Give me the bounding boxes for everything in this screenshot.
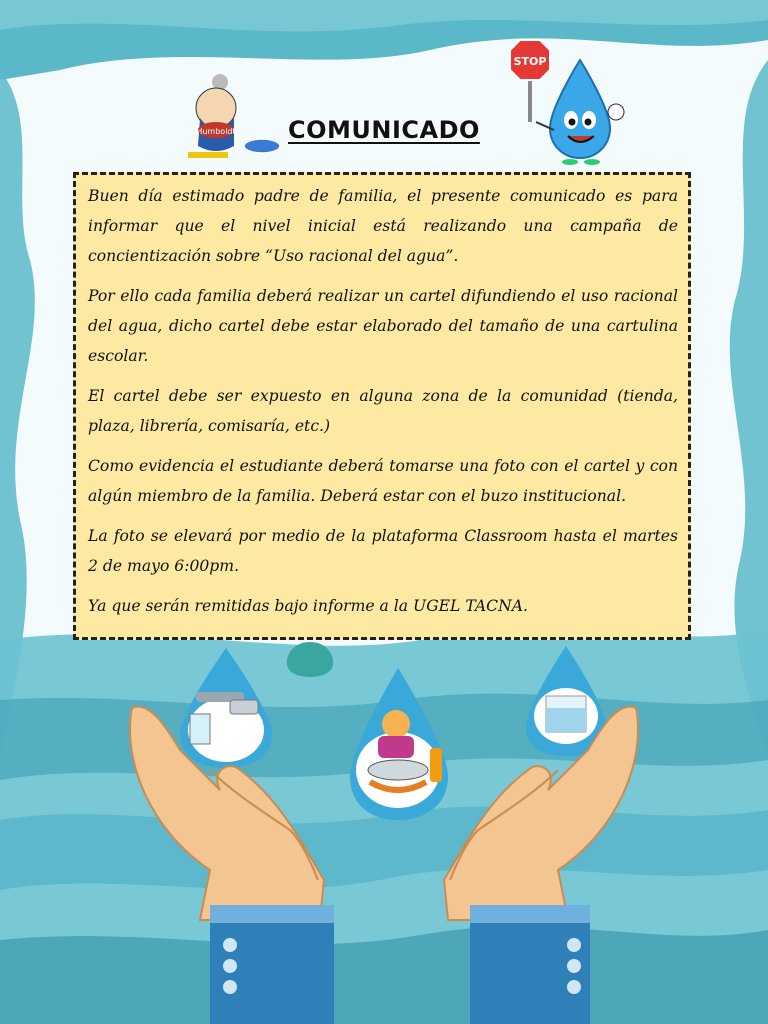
school-logo-icon: [188, 68, 284, 160]
notice-paragraph-1: Buen día estimado padre de familia, el presente comunicado es para informar que el nivel inicial está realizando una campaña de concientización sobre “Uso racional del agua”.: [88, 187, 678, 265]
notice-box: [73, 172, 691, 640]
document-title: COMUNICADO: [288, 116, 480, 144]
water-drop-mascot-icon: [508, 38, 626, 166]
notice-paragraph-4: Como evidencia el estudiante deberá tomarse una foto con el cartel y con algún miembro de la familia. Deberá estar con el buzo institucional.: [88, 457, 678, 505]
notice-paragraph-2: Por ello cada familia deberá realizar un cartel difundiendo el uso racional del agua, dicho cartel debe estar elaborado del tamaño de una cartulina escolar.: [88, 287, 678, 365]
svg-text:STOP: STOP: [513, 55, 547, 68]
svg-text:Humboldt: Humboldt: [196, 127, 236, 136]
notice-paragraph-3: El cartel debe ser expuesto en alguna zona de la comunidad (tienda, plaza, librería, comisaría, etc.): [88, 387, 678, 435]
notice-paragraph-6: Ya que serán remitidas bajo informe a la UGEL TACNA.: [88, 597, 528, 615]
notice-paragraph-5: La foto se elevará por medio de la plataforma Classroom hasta el martes 2 de mayo 6:00pm.: [88, 527, 678, 575]
